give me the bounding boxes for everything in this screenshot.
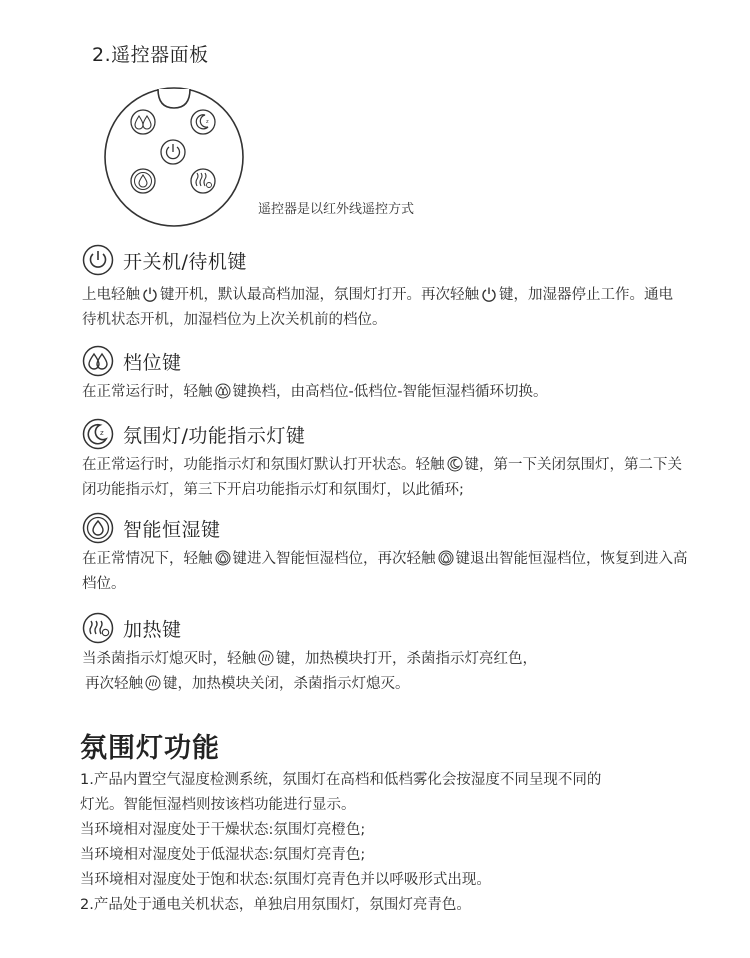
feature-power-header xyxy=(82,244,247,276)
night-light-icon xyxy=(447,456,463,472)
feature-heat-text xyxy=(82,647,682,697)
feature-title: 开关机/待机键 xyxy=(123,250,247,273)
humidity-level-icon xyxy=(82,345,114,377)
text-segment: 在正常情况下，轻触 xyxy=(82,551,213,567)
ambient-line: 灯光。智能恒湿档则按该档功能进行显示。 xyxy=(80,797,356,813)
feature-title: 智能恒湿键 xyxy=(123,518,221,541)
ambient-line: 2.产品处于通电关机状态，单独启用氛围灯，氛围灯亮青色。 xyxy=(80,897,471,913)
power-icon xyxy=(142,286,158,302)
text-segment: 当杀菌指示灯熄灭时，轻触 xyxy=(82,651,256,667)
feature-light-text xyxy=(82,453,682,503)
text-segment: 在正常运行时，功能指示灯和氛围灯默认打开状态。轻触 xyxy=(82,457,445,473)
text-segment: 再次轻触 xyxy=(85,676,143,692)
section-title: 2.遥控器面板 xyxy=(92,44,209,66)
text-segment: 键退出智能恒湿档位，恢复到进入高档位。 xyxy=(82,551,688,592)
text-segment: 键换档，由高档位-低档位-智能恒湿档循环切换。 xyxy=(232,384,548,400)
text-segment: 在正常运行时，轻触 xyxy=(82,384,213,400)
ambient-line: 当环境相对湿度处于饱和状态:氛围灯亮青色并以呼吸形式出现。 xyxy=(80,872,491,888)
text-segment: 键，第一下关闭氛围灯，第二下关闭功能指示灯，第三下开启功能指示灯和氛围灯，以此循环; xyxy=(82,457,682,498)
feature-title: 档位键 xyxy=(123,351,182,374)
feature-light-header xyxy=(82,418,305,450)
smart-humidity-icon xyxy=(82,512,114,544)
feature-title: 氛围灯/功能指示灯键 xyxy=(123,424,306,447)
text-segment: 键，加湿器停止工作。通电待机状态开机，加湿档位为上次关机前的档位。 xyxy=(82,287,673,328)
text-segment: 键进入智能恒湿档位，再次轻触 xyxy=(232,551,436,567)
ambient-title: 氛围灯功能 xyxy=(80,733,220,764)
ambient-line: 当环境相对湿度处于干燥状态:氛围灯亮橙色; xyxy=(80,822,366,838)
smart-humidity-icon xyxy=(438,550,454,566)
heating-icon xyxy=(145,675,161,691)
feature-power-text xyxy=(82,283,682,333)
smart-humidity-icon xyxy=(215,550,231,566)
feature-level-text xyxy=(82,380,682,405)
power-icon xyxy=(82,244,114,276)
text-segment: 键，加热模块关闭，杀菌指示灯熄灭。 xyxy=(163,676,410,692)
text-segment: 上电轻触 xyxy=(82,287,140,303)
feature-heat-header xyxy=(82,612,182,644)
heating-icon xyxy=(258,650,274,666)
feature-smart-text xyxy=(82,547,692,597)
power-icon xyxy=(481,286,497,302)
feature-level-header xyxy=(82,345,182,377)
svg-text:z: z xyxy=(100,429,104,437)
text-segment: 键开机，默认最高档加湿，氛围灯打开。再次轻触 xyxy=(160,287,479,303)
feature-smart-header xyxy=(82,512,221,544)
night-light-icon xyxy=(82,418,114,450)
svg-text:z: z xyxy=(206,119,209,125)
feature-title: 加热键 xyxy=(123,618,182,641)
heating-icon xyxy=(82,612,114,644)
ambient-text xyxy=(80,768,680,918)
ambient-line: 1.产品内置空气湿度检测系统，氛围灯在高档和低档雾化会按湿度不同呈现不同的 xyxy=(80,772,602,788)
ambient-line: 当环境相对湿度处于低湿状态:氛围灯亮青色; xyxy=(80,847,366,863)
humidity-level-icon xyxy=(215,383,231,399)
remote-caption: 遥控器是以红外线遥控方式 xyxy=(258,202,415,217)
remote-control-illustration xyxy=(103,86,245,228)
text-segment: 键，加热模块打开，杀菌指示灯亮红色， xyxy=(276,651,537,667)
